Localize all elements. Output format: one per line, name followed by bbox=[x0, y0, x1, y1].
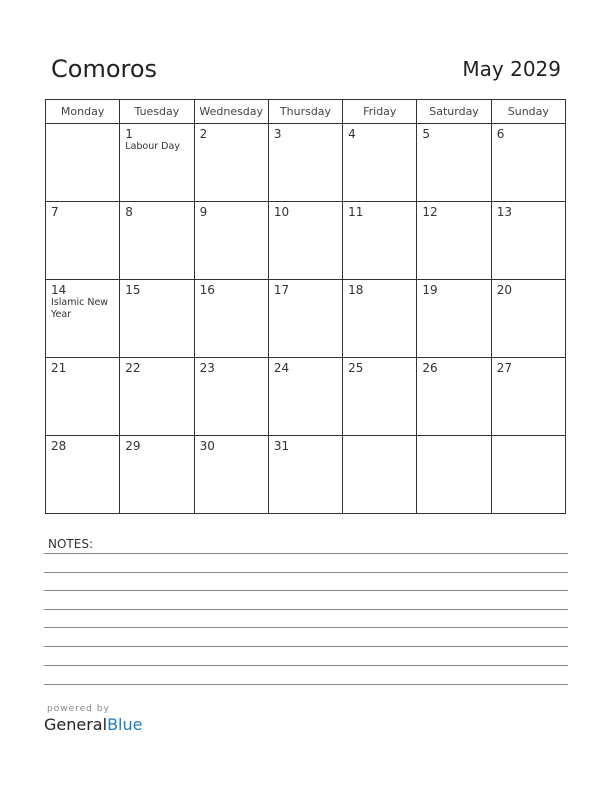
day-number: 26 bbox=[422, 361, 438, 375]
day-number: 16 bbox=[199, 283, 215, 297]
day-number: 29 bbox=[125, 439, 141, 453]
day-cell bbox=[46, 124, 120, 202]
day-cell bbox=[491, 358, 565, 436]
day-cell bbox=[120, 202, 194, 280]
week-row bbox=[46, 124, 566, 202]
day-cell bbox=[194, 280, 268, 358]
day-number: 4 bbox=[348, 127, 356, 141]
note-line bbox=[44, 684, 568, 685]
day-cell bbox=[194, 124, 268, 202]
day-cell bbox=[120, 124, 194, 202]
day-number: 10 bbox=[273, 205, 290, 219]
day-cell bbox=[268, 358, 342, 436]
day-cell bbox=[491, 202, 565, 280]
day-cell bbox=[491, 124, 565, 202]
day-number: 27 bbox=[496, 361, 512, 375]
day-number: 1 bbox=[125, 127, 133, 141]
holiday-label: Islamic New Year bbox=[51, 297, 109, 320]
day-cell bbox=[194, 202, 268, 280]
brand-general: General bbox=[44, 715, 108, 734]
generalblue-logo bbox=[44, 704, 142, 734]
day-number: 31 bbox=[273, 439, 290, 453]
day-number: 5 bbox=[422, 127, 431, 141]
week-row bbox=[46, 436, 566, 514]
day-number: 14 bbox=[51, 283, 67, 297]
day-number: 22 bbox=[125, 361, 141, 375]
day-cell bbox=[343, 358, 417, 436]
weekday-header: Saturday bbox=[417, 100, 491, 124]
day-number: 13 bbox=[496, 205, 512, 219]
day-number: 25 bbox=[348, 361, 364, 375]
note-line bbox=[44, 665, 568, 666]
day-number: 15 bbox=[125, 283, 141, 297]
day-cell bbox=[120, 436, 194, 514]
day-cell bbox=[343, 124, 417, 202]
day-number: 2 bbox=[199, 127, 208, 141]
weekday-header: Friday bbox=[343, 100, 417, 124]
holiday-label: Labour Day bbox=[125, 141, 180, 152]
day-number: 17 bbox=[273, 283, 290, 297]
notes-label: NOTES: bbox=[48, 537, 93, 551]
day-cell bbox=[491, 436, 565, 514]
day-cell bbox=[417, 124, 491, 202]
day-cell bbox=[194, 358, 268, 436]
day-number: 7 bbox=[51, 205, 59, 219]
day-cell bbox=[343, 280, 417, 358]
day-cell bbox=[46, 280, 120, 358]
day-number: 3 bbox=[273, 127, 282, 141]
day-number: 23 bbox=[199, 361, 215, 375]
weekday-header: Thursday bbox=[268, 100, 342, 124]
day-cell bbox=[343, 202, 417, 280]
day-cell bbox=[491, 280, 565, 358]
day-number: 24 bbox=[273, 361, 290, 375]
day-number: 18 bbox=[348, 283, 364, 297]
note-line bbox=[44, 572, 568, 573]
weekday-header-row bbox=[46, 100, 566, 124]
day-cell bbox=[46, 202, 120, 280]
week-row bbox=[46, 358, 566, 436]
weekday-header: Monday bbox=[46, 100, 120, 124]
week-row bbox=[46, 202, 566, 280]
day-number: 21 bbox=[51, 361, 67, 375]
day-cell bbox=[120, 280, 194, 358]
day-cell bbox=[268, 436, 342, 514]
calendar-month-title: May 2029 bbox=[462, 57, 561, 81]
day-number: 28 bbox=[51, 439, 67, 453]
day-cell bbox=[268, 124, 342, 202]
day-number: 8 bbox=[125, 205, 133, 219]
weekday-header: Tuesday bbox=[120, 100, 194, 124]
day-number: 9 bbox=[199, 205, 208, 219]
day-cell bbox=[417, 202, 491, 280]
day-cell bbox=[194, 436, 268, 514]
day-number: 30 bbox=[199, 439, 215, 453]
day-number: 11 bbox=[348, 205, 364, 219]
day-cell bbox=[417, 280, 491, 358]
note-line bbox=[44, 590, 568, 591]
day-cell bbox=[417, 436, 491, 514]
note-line bbox=[44, 553, 568, 554]
weekday-header: Wednesday bbox=[194, 100, 268, 124]
day-cell bbox=[46, 358, 120, 436]
powered-by-text: powered by bbox=[47, 704, 110, 714]
day-cell bbox=[46, 436, 120, 514]
note-line bbox=[44, 646, 568, 647]
calendar-grid bbox=[45, 99, 566, 514]
day-number: 12 bbox=[422, 205, 438, 219]
note-line bbox=[44, 627, 568, 628]
weekday-header: Sunday bbox=[491, 100, 565, 124]
day-cell bbox=[120, 358, 194, 436]
day-number: 6 bbox=[496, 127, 505, 141]
brand-blue: Blue bbox=[107, 715, 143, 734]
day-cell bbox=[268, 280, 342, 358]
day-number: 20 bbox=[496, 283, 512, 297]
calendar-country-title: Comoros bbox=[51, 55, 158, 83]
week-row bbox=[46, 280, 566, 358]
day-cell bbox=[417, 358, 491, 436]
brand-wordmark bbox=[44, 715, 142, 734]
day-cell bbox=[343, 436, 417, 514]
note-line bbox=[44, 609, 568, 610]
day-cell bbox=[268, 202, 342, 280]
day-number: 19 bbox=[422, 283, 438, 297]
